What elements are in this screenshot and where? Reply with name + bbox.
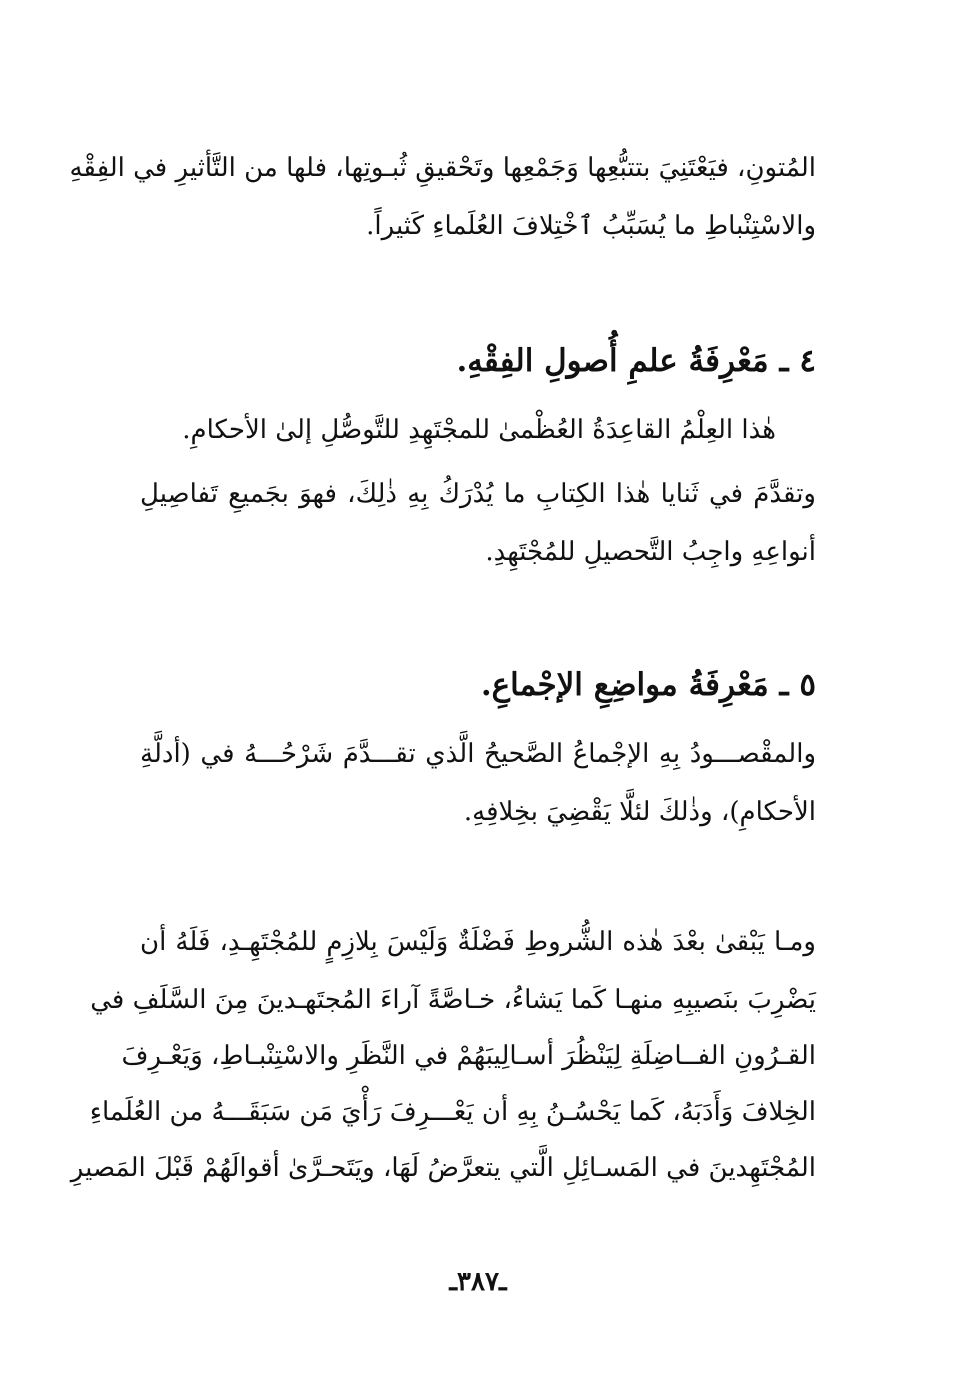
section-5-paragraph-line-2: الأحكامِ)، وذٰلكَ لئلَّا يَقْضِيَ بخِلافِهِ. <box>463 797 816 827</box>
closing-line-4: الخِلافَ وَأَدَبَهُ، كَما يَحْسُـنُ بِهِ أن يَعْـــرِفَ رَأْيَ مَن سَبَقَـــهُ من العُلَماءِ <box>89 1097 816 1127</box>
intro-line-2: والاسْتِنْباطِ ما يُسَبِّبُ ٱخْتِلافَ العُلَماءِ كَثيراً. <box>366 211 816 241</box>
section-4-paragraph-1: هٰذا العِلْمُ القاعِدَةُ العُظْمىٰ للمجْتَهِدِ للتَّوصُّلِ إلىٰ الأحكامِ. <box>182 415 776 445</box>
section-5-heading: ٥ ـ مَعْرِفَةُ مواضِعِ الإجْماعِ. <box>480 667 816 703</box>
section-4-paragraph-2-line-2: أنواعِهِ واجِبُ التَّحصيلِ للمُجْتَهِدِ. <box>485 537 816 567</box>
section-5-paragraph-line-1: والمقْصـــودُ بِهِ الإجْماعُ الصَّحيحُ الَّذي تقـــدَّمَ شَرْحُـــهُ في (أدلَّةِ <box>140 739 816 769</box>
section-4-heading: ٤ ـ مَعْرِفَةُ علمِ أُصولِ الفِقْهِ. <box>456 343 816 379</box>
closing-line-3: القـرُونِ الفــاضِلَةِ لِيَنْظُرَ أسـالِيبَهُمْ في النَّظَرِ والاسْتِنْبـاطِ، وَيَعْـرِفَ <box>121 1041 816 1071</box>
section-4-paragraph-2-line-1: وتقدَّمَ في ثَنايا هٰذا الكِتابِ ما يُدْرَكُ بِهِ ذٰلِكَ، فهوَ بجَميعِ تَفاصِيلِ <box>140 479 816 509</box>
intro-line-1: المُتونِ، فيَعْتَنِيَ بتتبُّعِها وَجَمْعِها وتَحْقيقِ ثُبـوتِها، فلها من التَّأثيرِ في الفِقْهِ <box>69 153 816 183</box>
closing-line-1: ومـا يَبْقىٰ بعْدَ هٰذه الشُّروطِ فَضْلَةٌ وَلَيْسَ بِلازِمٍ للمُجْتَهِـدِ، فَلَهُ أن <box>140 927 816 957</box>
closing-line-2: يَضْرِبَ بنَصيبِهِ منهـا كَما يَشاءُ، خـاصَّةً آراءَ المُجتَهـدينَ مِنَ السَّلَفِ في <box>90 985 816 1015</box>
page-number: ـ٣٨٧ـ <box>449 1267 507 1297</box>
closing-line-5: المُجْتَهِدينَ في المَسـائِلِ الَّتي يتعرَّضُ لَهَا، ويَتَحـرَّىٰ أقوالَهُمْ قَبْلَ المَصيرِ <box>70 1153 816 1183</box>
